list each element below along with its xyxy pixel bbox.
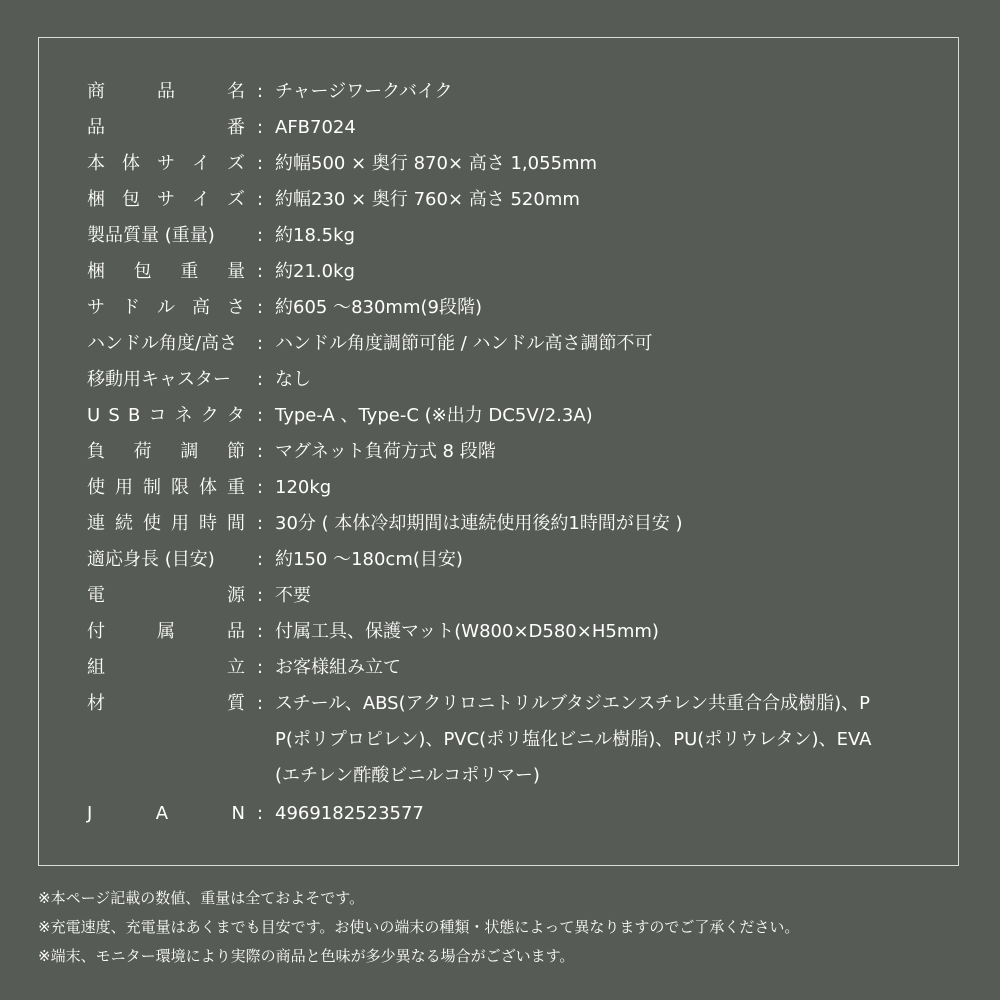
spec-row-weight-limit [87,472,957,504]
spec-value-jan: 4969182523577 [275,803,424,824]
spec-label-model-number: 品 番 [87,117,245,138]
spec-value-assembly: お客様組み立て [275,657,401,678]
spec-colon: : [256,225,264,246]
spec-label-casters: 移動用キャスター [87,369,231,390]
spec-label-assembly: 組 立 [87,657,245,678]
spec-row-package-size [87,184,957,216]
spec-row-casters [87,364,957,396]
spec-colon: : [256,405,264,426]
footnotes [38,884,968,971]
spec-colon: : [256,369,264,390]
spec-value-saddle-height: 約605 ～830mm(9段階) [275,297,482,318]
spec-row-handle-angle [87,328,957,360]
spec-row-power [87,580,957,612]
footnote-charging: ※充電速度、充電量はあくまでも目安です。お使いの端末の種類・状態によって異なりますのでご了承ください。 [38,918,800,936]
spec-row-usage-time [87,508,957,540]
spec-colon: : [256,441,264,462]
spec-row-product-weight [87,220,957,252]
spec-table [87,76,957,834]
spec-colon: : [256,585,264,606]
spec-label-material: 材 質 [87,693,245,714]
spec-colon: : [256,621,264,642]
spec-colon: : [256,513,264,534]
spec-value-usage-time: 30分 ( 本体冷却期間は連続使用後約1時間が目安 ) [275,513,683,534]
spec-label-package-size: 梱 包 サ イ ズ [87,189,245,210]
spec-label-accessories: 付 属 品 [87,621,245,642]
spec-label-weight-limit: 使 用 制 限 体 重 [87,477,245,498]
spec-colon: : [256,803,264,824]
spec-value-weight-limit: 120kg [275,477,332,498]
footnote-weights: ※本ページ記載の数値、重量は全ておよそです。 [38,889,365,907]
spec-value-user-height: 約150 ～180cm(目安) [275,549,463,570]
spec-row-resistance [87,436,957,468]
spec-label-package-weight: 梱 包 重 量 [87,261,245,282]
spec-frame [38,37,959,866]
spec-row-material [87,688,957,794]
spec-row-user-height [87,544,957,576]
spec-row-product-name [87,76,957,108]
spec-value-casters: なし [275,369,311,390]
spec-value-body-size: 約幅500 × 奥行 870× 高さ 1,055mm [275,153,598,174]
spec-value-resistance: マグネット負荷方式 8 段階 [275,441,496,462]
footnote-color: ※端末、モニター環境により実際の商品と色味が多少異なる場合がございます。 [38,947,575,965]
spec-row-usb-connector [87,400,957,432]
spec-label-handle-angle: ハンドル角度/高さ [87,333,238,354]
spec-value-package-weight: 約21.0kg [275,261,355,282]
spec-label-resistance: 負 荷 調 節 [87,441,245,462]
spec-value-usb-connector: Type-A 、Type-C (※出力 DC5V/2.3A) [275,405,593,426]
spec-label-jan: J A N [87,803,245,824]
spec-label-saddle-height: サ ド ル 高 さ [87,297,245,318]
spec-row-assembly [87,652,957,684]
spec-label-power: 電 源 [87,585,245,606]
spec-colon: : [256,117,264,138]
spec-colon: : [256,261,264,282]
spec-colon: : [256,333,264,354]
spec-label-usb-connector: U S B コ ネ ク タ [87,405,245,426]
spec-value-product-name: チャージワークバイク [275,81,453,102]
spec-value-handle-angle: ハンドル角度調節可能 / ハンドル高さ調節不可 [275,333,653,354]
spec-label-usage-time: 連 続 使 用 時 間 [87,513,245,534]
spec-value-accessories: 付属工具、保護マット(W800×D580×H5mm) [275,621,659,642]
spec-value-material: スチール、ABS(アクリロニトリルブタジエンスチレン共重合合成樹脂)、PP(ポリプロピレン)、PVC(ポリ塩化ビニル樹脂)、PU(ポリウレタン)、EVA(エチレン酢酸ビニルコポリマー) [275,693,872,786]
spec-row-body-size [87,148,957,180]
spec-value-model-number: AFB7024 [275,117,356,138]
spec-value-product-weight: 約18.5kg [275,225,355,246]
spec-row-model-number [87,112,957,144]
spec-colon: : [256,693,264,714]
spec-colon: : [256,153,264,174]
spec-value-power: 不要 [275,585,311,606]
spec-colon: : [256,549,264,570]
spec-label-body-size: 本 体 サ イ ズ [87,153,245,174]
spec-colon: : [256,657,264,678]
spec-row-saddle-height [87,292,957,324]
spec-row-jan [87,798,957,830]
spec-value-package-size: 約幅230 × 奥行 760× 高さ 520mm [275,189,580,210]
spec-row-accessories [87,616,957,648]
spec-label-product-name: 商 品 名 [87,81,245,102]
spec-label-product-weight: 製品質量 (重量) [87,225,215,246]
spec-row-package-weight [87,256,957,288]
spec-colon: : [256,297,264,318]
spec-label-user-height: 適応身長 (目安) [87,549,215,570]
spec-colon: : [256,477,264,498]
spec-colon: : [256,189,264,210]
spec-colon: : [256,81,264,102]
